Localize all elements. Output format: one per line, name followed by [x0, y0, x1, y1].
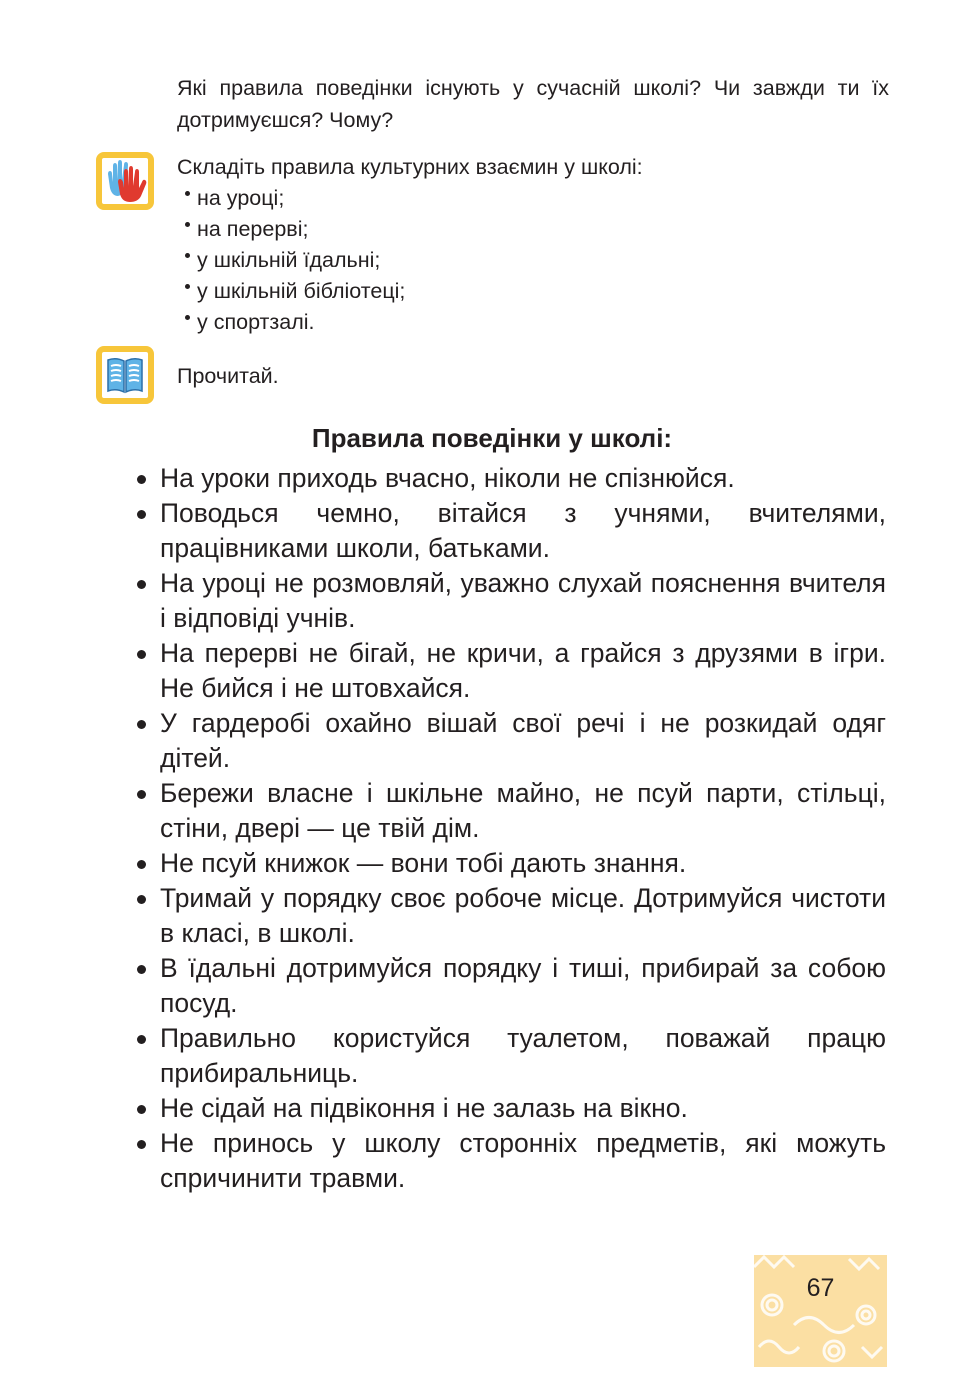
ornament-pattern [754, 1255, 887, 1367]
rules-title: Правила поведінки у школі: [311, 423, 673, 453]
page-number: 67 [806, 1274, 835, 1302]
task-block [177, 152, 889, 338]
rule-item: У гардеробі охайно вішай свої речі і не розкидай одяг дітей. [134, 706, 886, 776]
rule-item: Поводься чемно, вітайся з учнями, вчителями, працівниками школи, батьками. [134, 496, 886, 566]
read-instruction: Прочитай. [177, 364, 279, 388]
rule-item: Не сідай на підвіконня і не залазь на вікно. [134, 1091, 886, 1126]
rule-item: Бережи власне і шкільне майно, не псуй парти, стільці, стіни, двері — це твій дім. [134, 776, 886, 846]
rule-item: На уроці не розмовляй, уважно слухай пояснення вчителя і відповіді учнів. [134, 566, 886, 636]
rule-item: Правильно користуйся туалетом, поважай працю прибиральниць. [134, 1021, 886, 1091]
task-list-item: у шкільній бібліотеці; [183, 276, 889, 307]
rule-item: В їдальні дотримуйся порядку і тиші, прибирай за собою посуд. [134, 951, 886, 1021]
task-list-item: у спортзалі. [183, 307, 889, 338]
book-icon [96, 346, 154, 404]
rule-item: Тримай у порядку своє робоче місце. Дотримуйся чистоти в класі, в школі. [134, 881, 886, 951]
task-list-item: у шкільній їдальні; [183, 245, 889, 276]
task-list-item: на перерві; [183, 214, 889, 245]
rule-item: На уроки приходь вчасно, ніколи не спізнюйся. [134, 461, 886, 496]
discussion-questions: Які правила поведінки існують у сучасній школі? Чи завжди ти їх дотримуєшся? Чому? [177, 76, 889, 132]
rule-item: Не псуй книжок — вони тобі дають знання. [134, 846, 886, 881]
task-intro: Складіть правила культурних взаємин у школі: [177, 155, 643, 179]
task-list [177, 183, 889, 338]
rule-item: На перерві не бігай, не кричи, а грайся з друзями в ігри. Не бийся і не штовхайся. [134, 636, 886, 706]
rule-item: Не принось у школу сторонніх предметів, які можуть спричинити травми. [134, 1126, 886, 1196]
hands-icon [96, 152, 154, 210]
task-list-item: на уроці; [183, 183, 889, 214]
page-number-box [754, 1255, 887, 1367]
rules-list [134, 461, 886, 1196]
